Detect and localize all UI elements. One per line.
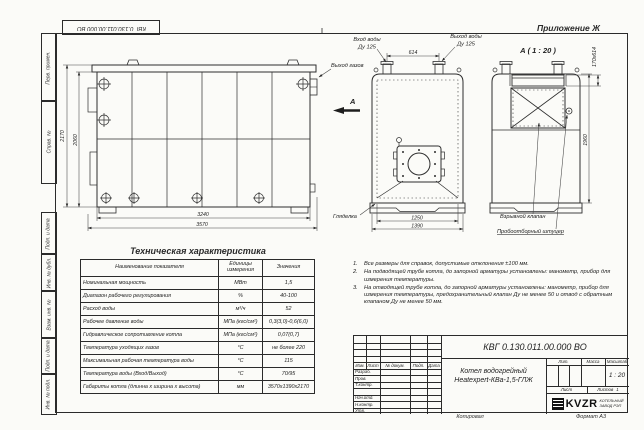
tb-sheets-label: Листов — [597, 387, 614, 392]
tb-sheets — [587, 386, 629, 393]
param-name: Габариты котла (длинна х ширина х высота) — [81, 381, 219, 394]
tech-characteristics — [80, 246, 316, 394]
label-explosion-valve: Взрывной клапан — [500, 214, 546, 220]
tb-col-docum: № докум. — [385, 362, 405, 368]
table-row — [81, 381, 315, 394]
tech-col-units: Единицы измерения — [219, 260, 263, 277]
tb-doc-number: КВГ 0.130.011.00.000 ВО — [483, 342, 587, 352]
note-text: На отводящей трубе котла, до запорной арматуры установлены: манометр, прибор для измерения температуры, предохранительный клапан Ду не менее 50 и отвод с обратным клапаном Ду не менее 50 мм. — [364, 284, 613, 306]
param-units: мм — [219, 381, 263, 394]
table-row — [81, 342, 315, 355]
tb-col-podp: Подп. — [412, 362, 425, 368]
note-number: 1. — [353, 261, 358, 267]
tech-table — [80, 259, 315, 394]
param-value: 3570х1390х2170 — [263, 381, 315, 394]
tb-col-izm: Изм. — [355, 362, 365, 368]
tb-row-prov: Пров. — [355, 375, 367, 381]
label-water-outlet-1: Выход воды — [450, 34, 482, 40]
company-name-line1: КОТЕЛЬНЫЙ — [599, 398, 624, 403]
tb-scale-label: Масштаб — [606, 359, 628, 364]
label-water-outlet-2: Ду 125 — [457, 41, 475, 48]
dim-body-length: 3240 — [197, 212, 209, 218]
table-row — [81, 329, 315, 342]
notes-block — [351, 261, 635, 308]
table-row — [81, 290, 315, 303]
dim-body-width: 1250 — [411, 215, 423, 222]
company-name-line2: ЗАВОД РЭП — [599, 403, 622, 408]
param-value: не более 220 — [263, 342, 315, 355]
front-view — [370, 62, 465, 214]
table-row — [81, 368, 315, 381]
table-row — [81, 303, 315, 316]
frame-column-label: Подп. и дата — [46, 340, 52, 372]
param-units: МПа (кгс/см²) — [219, 316, 263, 329]
company-logo — [546, 393, 629, 414]
title-block — [353, 335, 628, 413]
tb-mass-label: Масса — [586, 359, 600, 364]
tech-table-title: Техническая характеристика — [130, 246, 266, 256]
label-sight-glass: Гляделка — [333, 214, 357, 220]
note-number: 3. — [353, 284, 358, 291]
tb-lit-label: Лит. — [558, 359, 569, 364]
tb-row-nkontr: Н.контр. — [355, 401, 374, 407]
dim-body-height: 2060 — [73, 134, 79, 146]
param-units: °С — [219, 368, 263, 381]
tb-row-utv: Утв. — [355, 408, 365, 414]
tech-col-value: Значения — [263, 260, 315, 277]
param-value: 52 — [263, 303, 315, 316]
label-gas-outlet: Выход газов — [331, 63, 364, 69]
tech-col-name: Наименование показателя — [81, 260, 219, 277]
company-name — [600, 399, 624, 408]
dim-duct-size: 170х614 — [592, 47, 598, 67]
frame-column-label: Подп. и дата — [46, 217, 52, 250]
param-value: 1,5 — [263, 277, 315, 290]
format-label: Формат А3 — [575, 414, 607, 420]
frame-column-label: Взам. инв. № — [46, 299, 52, 330]
kvzr-logo-icon — [552, 398, 564, 410]
doc-number-rotated: КВГ 0.130.011.00.000 ВО — [76, 24, 146, 31]
table-row — [81, 355, 315, 368]
note-2 — [351, 269, 635, 284]
param-value: 115 — [263, 355, 315, 368]
param-units: МВт — [219, 277, 263, 290]
side-view — [88, 60, 317, 213]
label-water-inlet-1: Вход воды — [353, 37, 381, 43]
tech-table-header-row — [81, 260, 315, 277]
param-units: МПа (кгс/см²) — [219, 329, 263, 342]
param-name: Диапазон рабочего регулирования — [81, 290, 219, 303]
rear-view — [490, 62, 582, 214]
product-name-line1: Котел водогрейный — [460, 367, 527, 375]
copied-label: Копировал — [456, 414, 484, 420]
note-text: Все размеры для справок, допустимые отклонения ±100 мм. — [364, 261, 529, 267]
tb-product-name — [441, 358, 546, 394]
tb-col-data: Дата — [428, 362, 440, 368]
frame-column-label: Перв. примен. — [46, 50, 52, 85]
param-units: °С — [219, 342, 263, 355]
tb-row-tkontr: Т.контр. — [355, 382, 373, 388]
param-name: Номинальная мощность — [81, 277, 219, 290]
frame-column-label: Инв. № дубл. — [46, 257, 52, 288]
tb-sheets-value: 1 — [616, 387, 619, 392]
product-name-line2: Heatexpert-КВа-1,5-ГЛЖ — [454, 377, 533, 384]
label-sampling-fitting: Пробоотборный штуцер — [497, 229, 564, 235]
dim-overall-height: 2170 — [60, 130, 66, 142]
param-name: Гидравлическое сопротивление котла — [81, 329, 219, 342]
table-row — [81, 316, 315, 329]
tb-row-razrab: Разраб. — [355, 369, 371, 375]
param-name: Рабочее давление воды — [81, 316, 219, 329]
table-row — [81, 277, 315, 290]
note-3 — [351, 285, 635, 307]
note-number: 2. — [353, 269, 358, 276]
param-name: Температура уходящих газов — [81, 342, 219, 355]
view-direction-arrow — [333, 107, 360, 114]
param-name: Расход воды — [81, 303, 219, 316]
dim-overall-width: 1390 — [411, 223, 423, 230]
param-name: Максимальная рабочая температура воды — [81, 355, 219, 368]
frame-column-label: Справ. № — [46, 130, 53, 154]
view-a-title: А ( 1 : 20 ) — [520, 46, 556, 55]
param-units: °С — [219, 355, 263, 368]
note-text: На подводящей трубе котла, до запорной арматуры установлены: манометр, прибор для измерения температуры. — [364, 269, 611, 283]
param-units: % — [219, 290, 263, 303]
dim-rear-height: 1960 — [583, 134, 589, 146]
frame-column-label: Инв. № подл. — [46, 378, 52, 410]
param-value: 0,3(3,0)-0,6(6,0) — [263, 316, 315, 329]
param-value: 0,07(0,7) — [263, 329, 315, 342]
tb-sheet-label: Лист — [560, 387, 573, 392]
kvzr-logo-text: KVZR — [565, 397, 598, 410]
param-name: Температура воды (Вход/Выход) — [81, 368, 219, 381]
view-arrow-letter: А — [350, 97, 356, 106]
dim-nozzle-spacing: 614 — [408, 50, 418, 56]
tb-scale-value: 1 : 20 — [608, 372, 626, 379]
param-value: 70/95 — [263, 368, 315, 381]
label-water-inlet-2: Ду 125 — [358, 44, 376, 51]
side-view-dimensions — [63, 65, 317, 231]
tb-row-nachotd: Нач.отд. — [355, 395, 374, 401]
note-1 — [351, 261, 635, 268]
tb-col-list: Лист — [367, 362, 379, 368]
param-units: м³/ч — [219, 303, 263, 316]
param-value: 40-100 — [263, 290, 315, 303]
dim-overall-length: 3570 — [196, 222, 208, 228]
appendix-label: Приложение Ж — [536, 23, 600, 33]
